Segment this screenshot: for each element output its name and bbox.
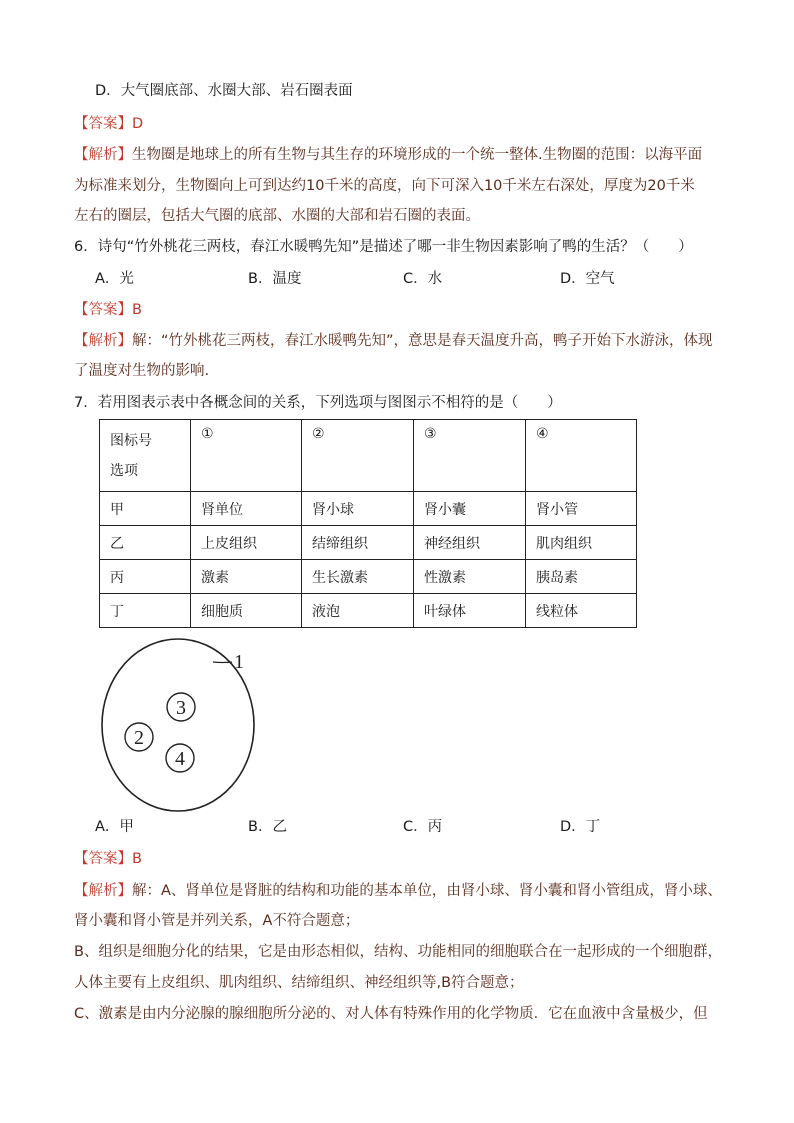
- table-row: [100, 560, 637, 594]
- q6-option-b: B．温度: [248, 271, 302, 287]
- table-cell: 丙: [100, 560, 191, 594]
- table-cell: 肾小球: [302, 492, 414, 526]
- table-cell: 激素: [191, 560, 302, 594]
- table-header-cell: ①: [191, 420, 302, 492]
- table-cell: 胰岛素: [526, 560, 637, 594]
- q5-analysis-line-1: 【解析】生物圈是地球上的所有生物与其生存的环境形成的一个统一整体.生物圈的范围：以海平面: [74, 147, 703, 163]
- answer-label: 【答案】: [74, 851, 132, 867]
- table-cell: 液泡: [302, 594, 414, 628]
- table-cell: 上皮组织: [191, 526, 302, 560]
- table-header-cell: ②: [302, 420, 414, 492]
- table-header-cell: ④: [526, 420, 637, 492]
- q7-analysis-line-1: 【解析】解：A、肾单位是肾脏的结构和功能的基本单位，由肾小球、肾小囊和肾小管组成，肾小球、: [74, 883, 722, 899]
- label-1: 1: [234, 651, 244, 673]
- concept-diagram: [94, 635, 264, 815]
- answer-value: D: [132, 116, 144, 132]
- table-cell: 肾单位: [191, 492, 302, 526]
- table-row: [100, 492, 637, 526]
- q6-option-c: C．水: [403, 271, 443, 287]
- label-3: 3: [176, 697, 186, 719]
- table-cell: 性激素: [414, 560, 526, 594]
- q7-option-b: B．乙: [248, 819, 287, 835]
- q5-analysis-line-3: 左右的圈层，包括大气圈的底部、水圈的大部和岩石圈的表面。: [74, 208, 480, 224]
- q5-option-d: D．大气圈底部、水圈大部、岩石圈表面: [95, 83, 353, 99]
- q6-answer: [74, 301, 142, 319]
- q5-answer: [74, 115, 143, 133]
- table-cell: 线粒体: [526, 594, 637, 628]
- analysis-label: 【解析】: [74, 883, 132, 899]
- analysis-label: 【解析】: [74, 147, 132, 163]
- table-cell: 乙: [100, 526, 191, 560]
- answer-label: 【答案】: [74, 302, 132, 318]
- q5-analysis-line-2: 为标准来划分，生物圈向上可到达约10千米的高度，向下可深入10千米左右深处，厚度为20千米: [74, 178, 695, 194]
- table-cell: 肾小囊: [414, 492, 526, 526]
- q7-option-c: C．丙: [403, 819, 443, 835]
- q6-option-d: D．空气: [560, 271, 615, 287]
- table-cell: 细胞质: [191, 594, 302, 628]
- q6-option-a: A．光: [95, 271, 134, 287]
- q7-analysis-line-4: 人体主要有上皮组织、肌肉组织、结缔组织、神经组织等,B符合题意；: [74, 975, 524, 991]
- q7-analysis-line-5: C、激素是由内分泌腺的腺细胞所分泌的、对人体有特殊作用的化学物质．它在血液中含量极少，但: [74, 1006, 708, 1022]
- q6-analysis-line-2: 了温度对生物的影响.: [74, 363, 210, 379]
- table-header-corner: 图标号 选项: [100, 420, 191, 492]
- q7-analysis-line-3: B、组织是细胞分化的结果，它是由形态相似，结构、功能相同的细胞联合在一起形成的一个细胞群，: [74, 944, 722, 960]
- analysis-label: 【解析】: [74, 333, 132, 349]
- answer-label: 【答案】: [74, 116, 132, 132]
- table-cell: 肾小管: [526, 492, 637, 526]
- table-cell: 叶绿体: [414, 594, 526, 628]
- label-2: 2: [134, 727, 144, 749]
- table-header-cell: ③: [414, 420, 526, 492]
- leader-line: [213, 662, 232, 663]
- q7-question: 7．若用图表示表中各概念间的关系，下列选项与图图示不相符的是（ ）: [74, 395, 562, 411]
- q7-option-d: D．丁: [560, 819, 601, 835]
- table-row: [100, 594, 637, 628]
- label-4: 4: [175, 748, 185, 770]
- q7-option-a: A．甲: [95, 819, 134, 835]
- q6-analysis-line-1: 【解析】解：“竹外桃花三两枝，春江水暖鸭先知”，意思是春天温度升高，鸭子开始下水游泳，体现: [74, 333, 713, 349]
- answer-value: B: [132, 851, 142, 867]
- q7-analysis-line-2: 肾小囊和肾小管是并列关系，A不符合题意；: [74, 913, 360, 929]
- table-cell: 丁: [100, 594, 191, 628]
- outer-circle: [102, 639, 254, 811]
- table-cell: 结缔组织: [302, 526, 414, 560]
- answer-value: B: [132, 302, 142, 318]
- q7-table: [99, 419, 637, 628]
- table-row: [100, 526, 637, 560]
- table-cell: 神经组织: [414, 526, 526, 560]
- q6-question: 6．诗句“竹外桃花三两枝，春江水暖鸭先知”是描述了哪一非生物因素影响了鸭的生活？（ ）: [74, 239, 693, 255]
- table-cell: 甲: [100, 492, 191, 526]
- q7-answer: [74, 850, 142, 868]
- table-cell: 生长激素: [302, 560, 414, 594]
- table-header-row: [100, 420, 637, 492]
- table-cell: 肌肉组织: [526, 526, 637, 560]
